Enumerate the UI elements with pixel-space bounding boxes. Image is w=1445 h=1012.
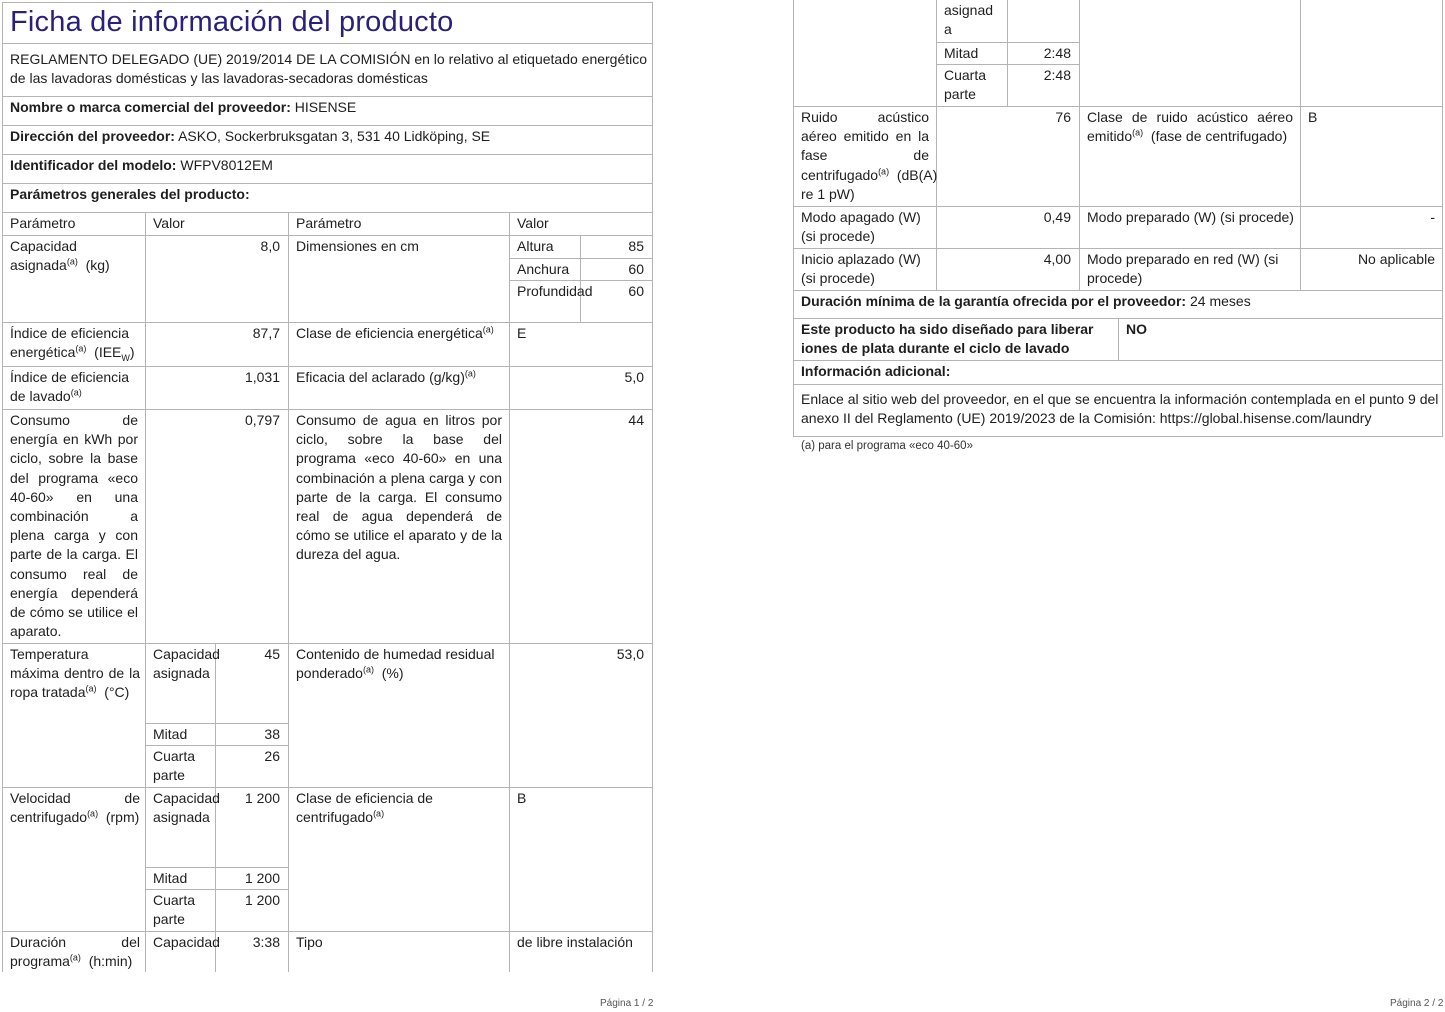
additional-info-label: Información adicional:: [801, 363, 951, 379]
energy-class-label: Clase de eficiencia energética$^{(a)}$: [296, 324, 494, 341]
supplier-row: [10, 98, 650, 117]
header-parametro-2: Parámetro: [296, 215, 362, 231]
address-label: Dirección del proveedor:: [10, 128, 175, 144]
model-label: Identificador del modelo:: [10, 157, 177, 173]
address-row: [10, 127, 650, 146]
height-value: 85: [628, 238, 644, 254]
spin-sub-quarter: Cuarta parte: [153, 892, 196, 928]
noise-value: 76: [1055, 109, 1071, 125]
temp-sub-half: Mitad: [153, 726, 188, 742]
type-label: Tipo: [296, 934, 323, 950]
silver-ions-label: Este producto ha sido diseñado para liberar iones de plata durante el ciclo de lavado: [801, 321, 1094, 357]
rinse-value: 5,0: [624, 369, 644, 385]
footnote-a-marker: (a): [66, 256, 78, 267]
warranty-label: Duración mínima de la garantía ofrecida por el proveedor:: [801, 293, 1187, 309]
duration-quarter-value: 2:48: [1043, 67, 1071, 83]
page-number-1: Página 1 / 2: [600, 998, 654, 1009]
off-mode-value: 0,49: [1043, 209, 1071, 225]
energy-consumption-value: 0,797: [244, 412, 280, 428]
model-value: WFPV8012EM: [180, 157, 273, 173]
duration-label: Duración del programa$^{(a)}$ (h:min): [10, 934, 140, 970]
supplier-value: HISENSE: [294, 99, 357, 115]
duration-capacity-value: 3:38: [252, 934, 280, 950]
water-consumption-value: 44: [628, 412, 644, 428]
spin-class-value: B: [517, 790, 527, 806]
energy-class-value: E: [517, 325, 527, 341]
iee-value: 87,7: [252, 325, 280, 341]
net-standby-label: Modo preparado en red (W) (si procede): [1087, 251, 1279, 287]
delay-start-value: 4,00: [1043, 251, 1071, 267]
temp-quarter-value: 26: [264, 748, 280, 764]
standby-label: Modo preparado (W) (si procede): [1087, 209, 1294, 225]
noise-class-value: B: [1308, 109, 1318, 125]
spin-quarter-value: 1 200: [244, 892, 280, 908]
duration-sub-capacity-cont: asignada: [944, 2, 994, 38]
header-valor-2: Valor: [517, 215, 549, 231]
spin-half-value: 1 200: [244, 870, 280, 886]
general-params-label: Parámetros generales del producto:: [10, 186, 250, 202]
warranty-row: [801, 292, 1441, 311]
header-parametro-1: Parámetro: [10, 215, 76, 231]
page-number-2: Página 2 / 2: [1390, 998, 1444, 1009]
capacity-value: 8,0: [260, 238, 280, 254]
humidity-label: Contenido de humedad residual ponderado$^{(a)}$ (%): [296, 646, 495, 682]
footnote: (a) para el programa «eco 40-60»: [801, 440, 973, 452]
warranty-value: 24 meses: [1190, 293, 1251, 309]
temp-sub-capacity: Capacidad asignada: [153, 646, 220, 682]
rinse-label: Eficacia del aclarado $(g/kg)^{(a)}$: [296, 368, 476, 385]
spin-sub-capacity: Capacidad asignada: [153, 790, 220, 826]
model-row: [10, 156, 650, 175]
dimensions-label: Dimensiones en cm: [296, 238, 419, 254]
temperature-label: Temperatura máxima dentro de la ropa tratada$^{(a)}$ (°C): [10, 646, 140, 701]
spin-capacity-value: 1 200: [244, 790, 280, 806]
spin-speed-label: Velocidad de centrifugado$^{(a)}$ (rpm): [10, 790, 140, 826]
wash-index-label: Índice de eficiencia de lavado$^{(a)}$: [10, 369, 130, 405]
delay-start-label: Inicio aplazado (W) (si procede): [801, 251, 921, 287]
duration-sub-half: Mitad: [944, 45, 979, 61]
height-label: Altura: [517, 238, 554, 254]
duration-half-value: 2:48: [1043, 45, 1071, 61]
type-value: de libre instalación: [517, 934, 633, 950]
temp-sub-quarter: Cuarta parte: [153, 748, 196, 784]
net-standby-value: No aplicable: [1357, 251, 1435, 267]
iee-label: Índice de eficiencia energética$^{(a)}$ $(IEE_W)$: [10, 325, 135, 363]
humidity-value: 53,0: [616, 646, 644, 662]
spin-class-label: Clase de eficiencia de centrifugado$^{(a)}$: [296, 790, 433, 826]
off-mode-label: Modo apagado (W) (si procede): [801, 209, 921, 245]
water-consumption-label: Consumo de agua en litros por ciclo, sobre la base del programa «eco 40-60» en una combinación a plena carga y con parte de la carga. El consumo real de agua dependerá de cómo se utilice el aparato y de la dureza del agua.: [296, 412, 502, 563]
energy-consumption-label: Consumo de energía en kWh por ciclo, sobre la base del programa «eco 40-60» en una combinación a plena carga y con parte de la carga. El consumo real de energía dependerá de cómo se utilice el aparato.: [10, 412, 138, 640]
regulation-text: REGLAMENTO DELEGADO (UE) 2019/2014 DE LA COMISIÓN en lo relativo al etiquetado energético de las lavadoras domésticas y las lavadoras-secadoras domésticas: [10, 51, 648, 87]
duration-sub-capacity: Capacidad: [153, 934, 220, 950]
address-value: ASKO, Sockerbruksgatan 3, 531 40 Lidköping, SE: [178, 128, 491, 144]
noise-label: Ruido acústico aéreo emitido en la fase de centrifugado$^{(a)}$ (dB(A) re 1 pW): [801, 109, 938, 202]
capacity-label: Capacidad asignada$^{(a)}$ (kg): [10, 238, 110, 274]
noise-class-label: Clase de ruido acústico aéreo emitido$^{(a)}$ (fase de centrifugado): [1087, 109, 1293, 145]
supplier-label: Nombre o marca comercial del proveedor:: [10, 99, 291, 115]
page-title: Ficha de información del producto: [10, 6, 454, 38]
width-label: Anchura: [517, 261, 570, 277]
width-value: 60: [628, 261, 644, 277]
depth-value: 60: [628, 283, 644, 299]
silver-ions-value: NO: [1126, 321, 1147, 337]
wash-index-value: 1,031: [244, 369, 280, 385]
depth-label: Profundidad: [517, 283, 593, 299]
duration-sub-quarter: Cuarta parte: [944, 67, 987, 103]
temp-half-value: 38: [264, 726, 280, 742]
spin-sub-half: Mitad: [153, 870, 188, 886]
standby-value: -: [1430, 209, 1435, 225]
temp-capacity-value: 45: [264, 646, 280, 662]
header-valor-1: Valor: [153, 215, 185, 231]
supplier-link-text: Enlace al sitio web del proveedor, en el que se encuentra la información contemplada en el punto 9 del anexo II del Reglamento (UE) 2019/2023 de la Comisión: https://global.hisense.com/laundry: [801, 391, 1439, 427]
